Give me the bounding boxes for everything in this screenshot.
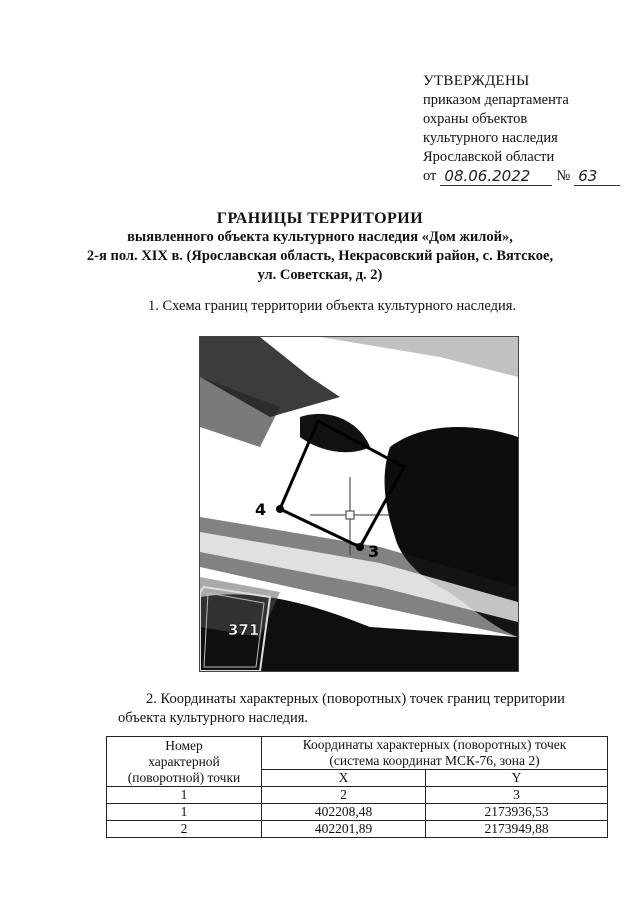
title-line-3: 2-я пол. XIX в. (Ярославская область, Некрасовский район, с. Вятское, — [86, 248, 554, 264]
title-line-2: выявленного объекта культурного наследия «Дом жилой», — [127, 229, 513, 245]
section-2-line-2: объекта культурного наследия. — [118, 710, 309, 726]
approval-heading: УТВЕРЖДЕНЫ — [423, 73, 530, 89]
table-cell: 3 — [426, 787, 608, 804]
table-cell: 2 — [262, 787, 426, 804]
approval-date: 08.06.2022 — [440, 168, 552, 186]
table-cell: 402208,48 — [262, 804, 426, 821]
from-label: от — [423, 168, 437, 184]
approval-line: охраны объектов — [423, 111, 528, 127]
boundary-scheme-map — [199, 336, 519, 672]
table-cell: 2173936,53 — [426, 804, 608, 821]
header-point-number — [107, 737, 262, 787]
approval-stamp — [423, 72, 620, 186]
header-x: X — [262, 770, 426, 787]
header-text: (поворотной) точки — [127, 769, 241, 785]
section-1-heading: 1. Схема границ территории объекта культурного наследия. — [148, 298, 517, 314]
parcel-label: 371 — [228, 621, 260, 639]
table-row — [107, 804, 608, 821]
table-cell: 1 — [107, 804, 262, 821]
title-line-4: ул. Советская, д. 2) — [257, 267, 383, 283]
header-coordinates — [262, 737, 608, 770]
header-text: Координаты характерных (поворотных) точек — [302, 737, 567, 752]
table-cell: 2 — [107, 821, 262, 838]
approval-line: культурного наследия — [423, 130, 558, 146]
approval-date-line — [423, 167, 620, 186]
table-row — [107, 787, 608, 804]
approval-number: 63 — [574, 168, 620, 186]
approval-line: Ярославской области — [423, 149, 555, 165]
table-cell: 402201,89 — [262, 821, 426, 838]
number-label: № — [556, 168, 571, 184]
table-cell: 1 — [107, 787, 262, 804]
header-text: характерной — [148, 753, 220, 769]
approval-line: приказом департамента — [423, 92, 569, 108]
table-cell: 2173949,88 — [426, 821, 608, 838]
title-line-1: ГРАНИЦЫ ТЕРРИТОРИИ — [216, 210, 424, 227]
section-2-heading — [118, 690, 608, 728]
coordinates-table — [106, 736, 608, 838]
header-y: Y — [426, 770, 608, 787]
point-label-4: 4 — [255, 500, 267, 519]
table-row — [107, 821, 608, 838]
header-text: (система координат МСК-76, зона 2) — [329, 753, 540, 768]
header-text: Номер — [165, 737, 203, 753]
point-label-3: 3 — [368, 542, 380, 561]
document-title — [0, 210, 640, 285]
section-2-line-1: 2. Координаты характерных (поворотных) точек границ территории — [146, 691, 565, 707]
